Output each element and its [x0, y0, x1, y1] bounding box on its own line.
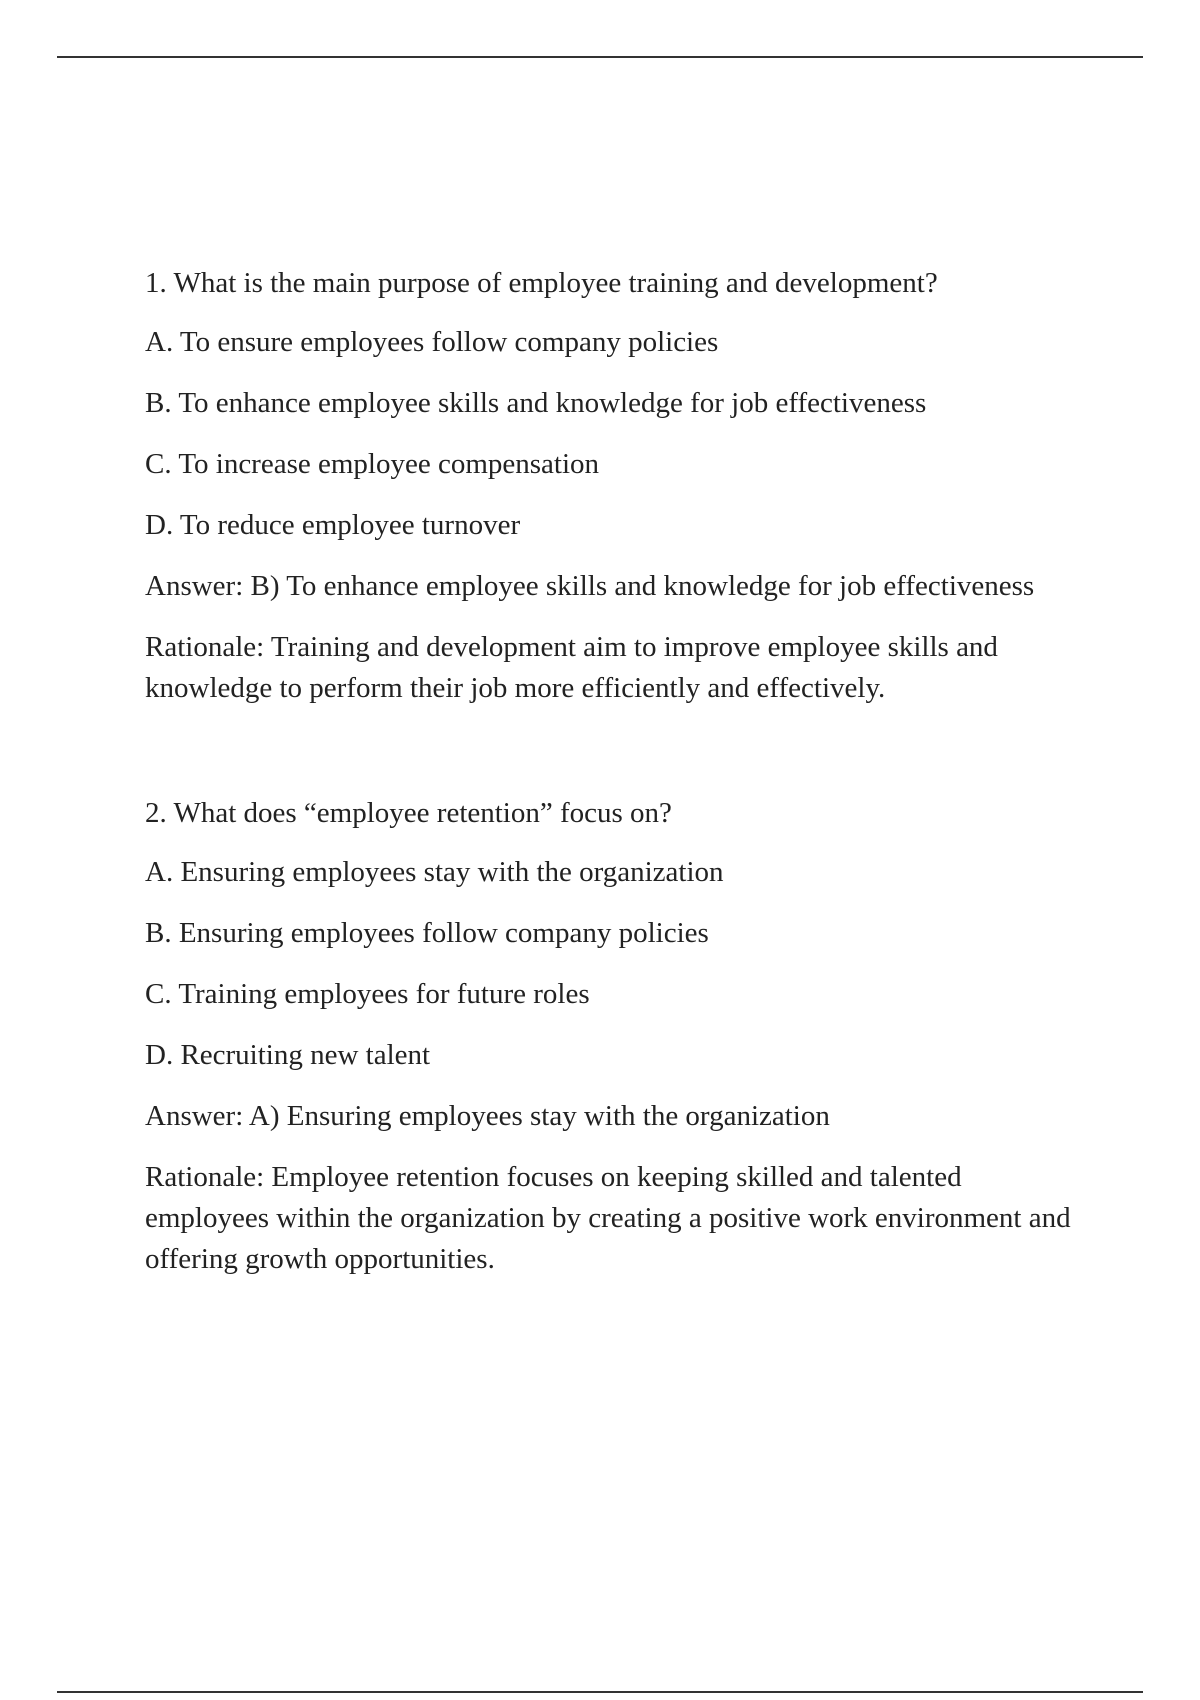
bottom-divider — [57, 1691, 1143, 1693]
top-divider — [57, 56, 1143, 58]
option-a: A. To ensure employees follow company policies — [145, 326, 719, 358]
question-text: 1. What is the main purpose of employee training and development? — [145, 267, 938, 299]
question-text: 2. What does “employee retention” focus on? — [145, 797, 672, 829]
document-body — [145, 263, 1085, 1300]
question-block-1 — [145, 263, 1085, 709]
rationale-text: Rationale: Employee retention focuses on keeping skilled and talented employees within the organization by creating a positive work environment and offering growth opportunities. — [145, 1161, 1071, 1275]
option-b: B. To enhance employee skills and knowledge for job effectiveness — [145, 387, 927, 419]
option-b: B. Ensuring employees follow company policies — [145, 917, 709, 949]
option-c: C. Training employees for future roles — [145, 978, 590, 1010]
answer-text: Answer: A) Ensuring employees stay with the organization — [145, 1100, 830, 1132]
answer-text: Answer: B) To enhance employee skills and knowledge for job effectiveness — [145, 570, 1035, 602]
option-c: C. To increase employee compensation — [145, 448, 600, 480]
option-d: D. To reduce employee turnover — [145, 509, 521, 541]
rationale-text: Rationale: Training and development aim to improve employee skills and knowledge to perform their job more efficiently and effectively. — [145, 631, 998, 704]
question-block-2 — [145, 793, 1085, 1280]
option-d: D. Recruiting new talent — [145, 1039, 431, 1071]
option-a: A. Ensuring employees stay with the organization — [145, 856, 724, 888]
